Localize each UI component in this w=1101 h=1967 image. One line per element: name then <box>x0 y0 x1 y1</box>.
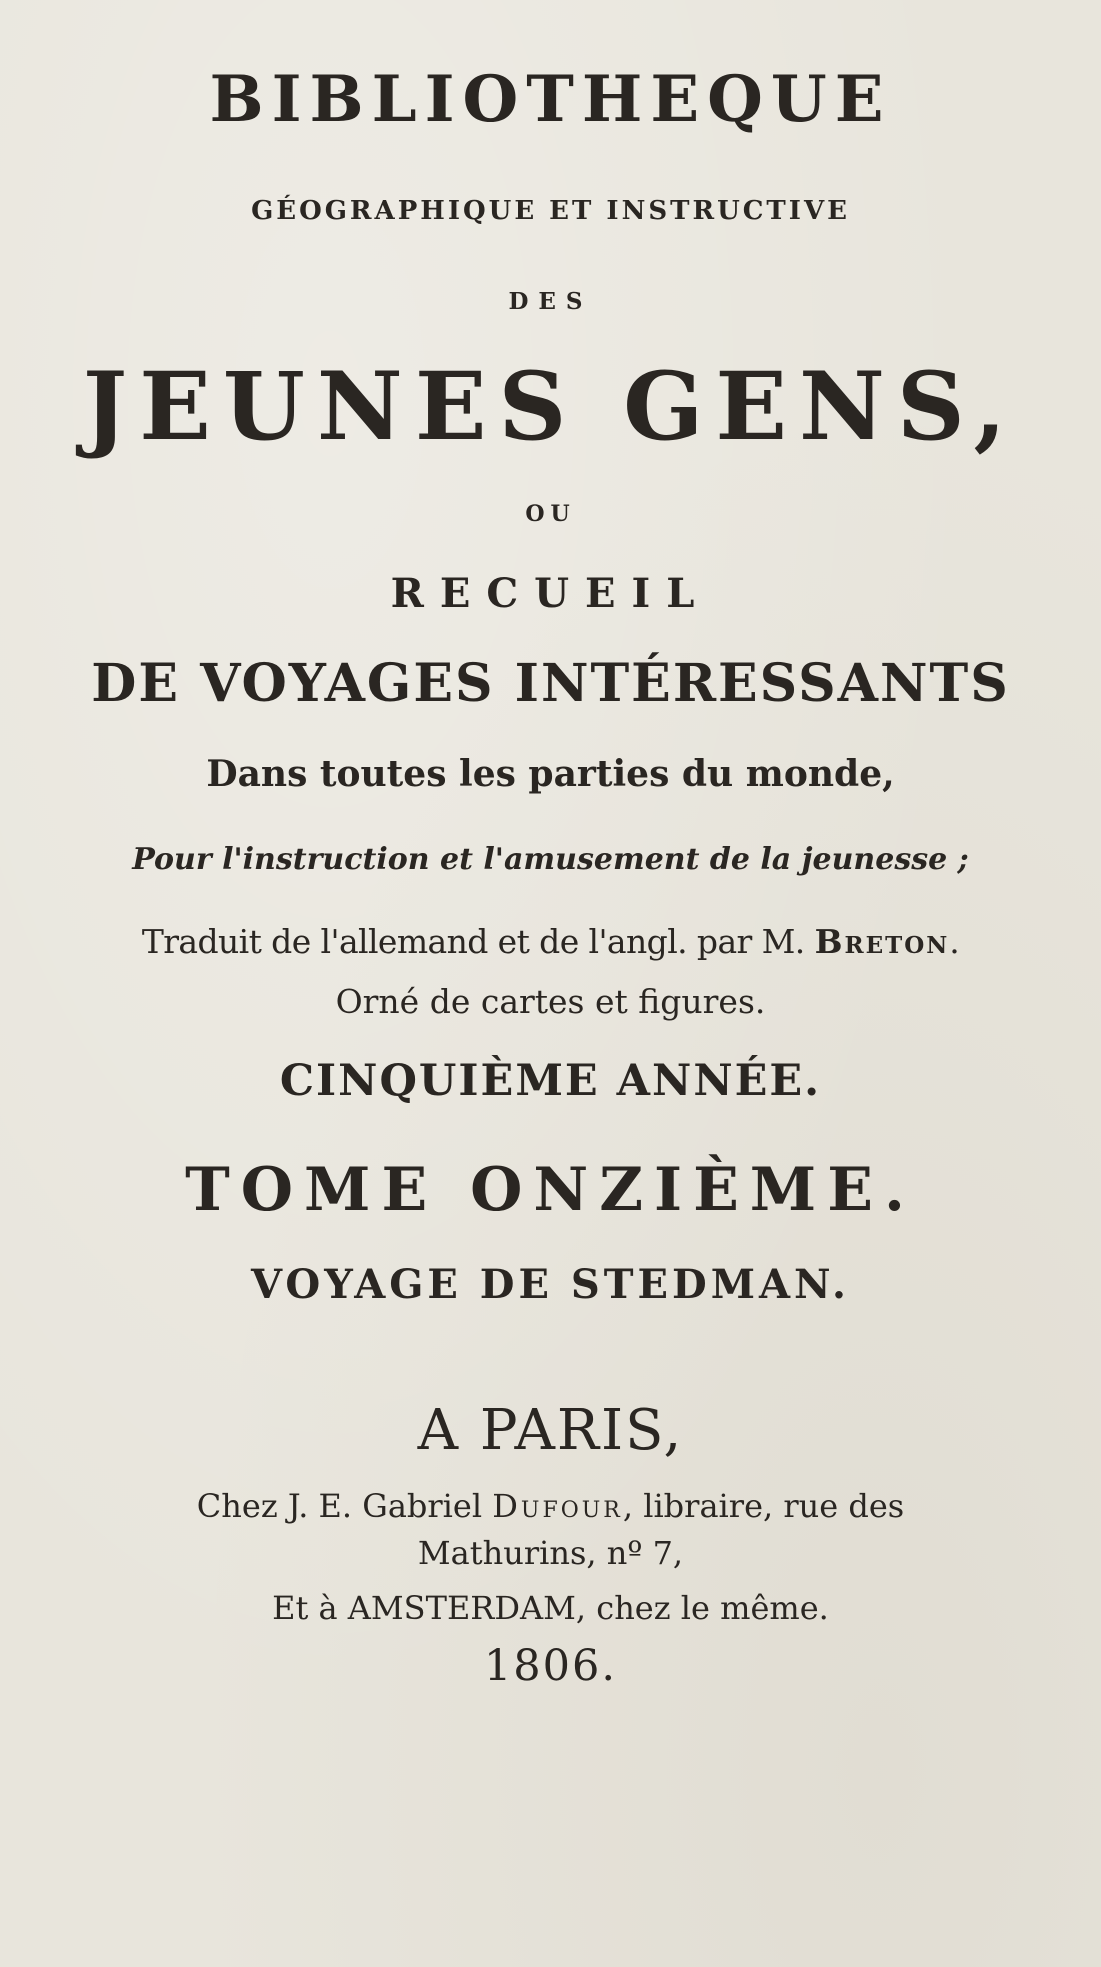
translator-line <box>0 922 1101 961</box>
imprint-city: A PARIS, <box>417 1398 684 1463</box>
title-ou: OU <box>525 501 576 527</box>
orne-line: Orné de cartes et figures. <box>335 982 766 1021</box>
publisher-prefix: Chez J. E. Gabriel <box>196 1487 493 1525</box>
annee-line: CINQUIÈME ANNÉE. <box>279 1056 822 1106</box>
translator-suffix: . <box>949 922 960 961</box>
subtitle-parts: Dans toutes les parties du monde, <box>206 753 895 795</box>
publisher-suffix: , libraire, rue des <box>622 1487 905 1525</box>
stedman-line: VOYAGE DE STEDMAN. <box>251 1261 850 1308</box>
subtitle-pour: Pour l'instruction et l'amusement de la jeunesse ; <box>132 842 969 877</box>
title-voyages: DE VOYAGES INTÉRESSANTS <box>91 653 1010 714</box>
imprint-publisher <box>0 1487 1101 1525</box>
main-title: BIBLIOTHEQUE <box>209 62 892 137</box>
imprint-amsterdam: Et à AMSTERDAM, chez le même. <box>272 1589 829 1627</box>
title-des: DES <box>508 288 593 315</box>
title-jeunes-gens: JEUNES GENS, <box>82 352 1019 462</box>
translator-prefix: Traduit de l'allemand et de l'angl. par M. <box>141 922 815 961</box>
imprint-address: Mathurins, nº 7, <box>417 1534 684 1572</box>
title-recueil: RECUEIL <box>390 570 711 617</box>
tome-line: TOME ONZIÈME. <box>185 1155 916 1225</box>
subtitle-geographique: GÉOGRAPHIQUE ET INSTRUCTIVE <box>251 196 850 226</box>
imprint-year: 1806. <box>483 1641 618 1691</box>
publisher-name: Dufour <box>492 1487 623 1525</box>
translator-name: Breton <box>814 922 950 961</box>
